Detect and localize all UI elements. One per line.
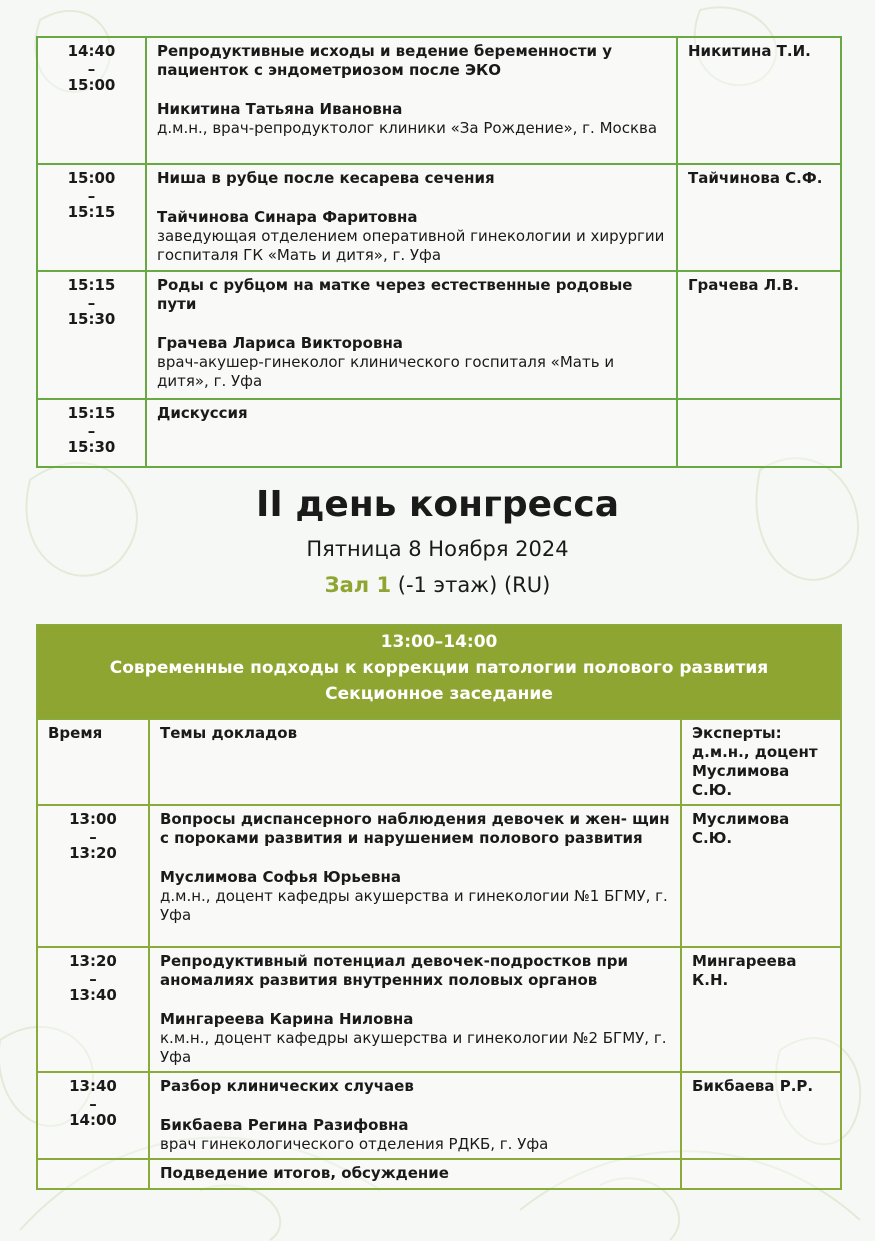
moderator-cell: Грачева Л.В. — [677, 271, 841, 399]
talk-title: Репродуктивный потенциал девочек-подростков при аномалиях развития внутренних половых органов — [160, 952, 629, 989]
time-end: 13:20 — [69, 844, 117, 862]
hall-line — [0, 571, 875, 599]
speaker-affiliation: д.м.н., доцент кафедры акушерства и гинекологии №1 БГМУ, г. Уфа — [160, 887, 668, 924]
table-row — [37, 37, 841, 164]
topic-cell — [146, 164, 677, 271]
table-row — [37, 271, 841, 399]
speaker-affiliation: к.м.н., доцент кафедры акушерства и гинекологии №2 БГМУ, г. Уфа — [160, 1029, 667, 1066]
time-start: 14:40 — [67, 42, 116, 60]
section-header — [37, 625, 841, 719]
time-start: 13:20 — [69, 952, 117, 970]
hall-name: Зал 1 — [324, 573, 392, 597]
time-end: 15:30 — [67, 438, 116, 456]
speaker-name: Никитина Татьяна Ивановна — [157, 100, 403, 118]
time-cell — [37, 271, 146, 399]
time-cell — [37, 805, 149, 947]
talk-title: Репродуктивные исходы и ведение беременности у пациенток с эндометриозом после ЭКО — [157, 42, 613, 79]
talk-title: Роды с рубцом на матке через естественные родовые пути — [157, 276, 633, 313]
topic-cell — [149, 1072, 681, 1159]
topic-cell — [149, 1159, 681, 1189]
talk-title: Разбор клинических случаев — [160, 1077, 414, 1095]
talk-title: Вопросы диспансерного наблюдения девочек и жен- щин с пороками развития и нарушением полового развития — [160, 810, 670, 847]
talk-title: Ниша в рубце после кесарева сечения — [157, 169, 495, 187]
table-row — [37, 1159, 841, 1189]
topic-cell — [149, 805, 681, 947]
section-title: Современные подходы к коррекции патологии полового развития — [109, 658, 769, 678]
time-end: 15:00 — [67, 76, 116, 94]
col-header-time: Время — [37, 719, 149, 805]
moderator-cell: Муслимова С.Ю. — [681, 805, 841, 947]
time-separator: – — [87, 294, 96, 312]
time-start: 13:00 — [69, 810, 117, 828]
time-start: 15:15 — [67, 276, 116, 294]
speaker-affiliation: заведующая отделением оперативной гинекологии и хирургии госпиталя ГК «Мать и дитя», г. Уфа — [157, 227, 665, 264]
section-header-row — [37, 625, 841, 719]
table-row — [37, 947, 841, 1072]
speaker-affiliation: врач-акушер-гинеколог клинического госпиталя «Мать и дитя», г. Уфа — [157, 353, 615, 390]
col-header-topics: Темы докладов — [149, 719, 681, 805]
table-row — [37, 1072, 841, 1159]
section-time: 13:00–14:00 — [380, 632, 498, 652]
time-separator: – — [89, 828, 97, 846]
time-cell — [37, 1159, 149, 1189]
talk-title: Подведение итогов, обсуждение — [160, 1164, 449, 1182]
moderator-cell — [681, 1159, 841, 1189]
time-separator: – — [87, 187, 96, 205]
speaker-name: Бикбаева Регина Разифовна — [160, 1116, 409, 1134]
time-end: 13:40 — [69, 986, 117, 1004]
moderator-cell — [677, 399, 841, 467]
time-separator: – — [87, 60, 96, 78]
topic-cell — [146, 37, 677, 164]
topic-cell — [149, 947, 681, 1072]
column-header-row — [37, 719, 841, 805]
speaker-name: Мингареева Карина Ниловна — [160, 1010, 414, 1028]
table-row — [37, 399, 841, 467]
speaker-affiliation: врач гинекологического отделения РДКБ, г. Уфа — [160, 1135, 549, 1153]
time-separator: – — [89, 970, 97, 988]
time-separator: – — [87, 422, 96, 440]
time-start: 15:15 — [67, 404, 116, 422]
day-title: II день конгресса — [256, 484, 619, 525]
time-end: 15:15 — [67, 203, 116, 221]
time-cell — [37, 37, 146, 164]
time-cell — [37, 1072, 149, 1159]
time-separator: – — [89, 1095, 97, 1113]
time-start: 15:00 — [67, 169, 116, 187]
topic-cell — [146, 399, 677, 467]
time-cell — [37, 399, 146, 467]
schedule-table-section — [36, 624, 842, 1190]
schedule-table-day1 — [36, 36, 842, 468]
moderator-cell: Никитина Т.И. — [677, 37, 841, 164]
talk-title: Дискуссия — [157, 404, 248, 422]
time-start: 13:40 — [69, 1077, 117, 1095]
col-header-experts: Эксперты: д.м.н., доцент Муслимова С.Ю. — [681, 719, 841, 805]
time-end: 14:00 — [69, 1111, 117, 1129]
time-end: 15:30 — [67, 310, 116, 328]
topic-cell — [146, 271, 677, 399]
moderator-cell: Тайчинова С.Ф. — [677, 164, 841, 271]
speaker-name: Грачева Лариса Викторовна — [157, 334, 403, 352]
speaker-name: Муслимова Софья Юрьевна — [160, 868, 402, 886]
table-row — [37, 805, 841, 947]
moderator-cell: Мингареева К.Н. — [681, 947, 841, 1072]
moderator-cell: Бикбаева Р.Р. — [681, 1072, 841, 1159]
speaker-affiliation: д.м.н., врач-репродуктолог клиники «За Рождение», г. Москва — [157, 119, 658, 137]
day-date: Пятница 8 Ноября 2024 — [306, 537, 569, 561]
hall-floor: (-1 этаж) (RU) — [397, 573, 551, 597]
speaker-name: Тайчинова Синара Фаритовна — [157, 208, 418, 226]
section-subtitle: Секционное заседание — [325, 684, 553, 704]
table-row — [37, 164, 841, 271]
time-cell — [37, 164, 146, 271]
time-cell — [37, 947, 149, 1072]
